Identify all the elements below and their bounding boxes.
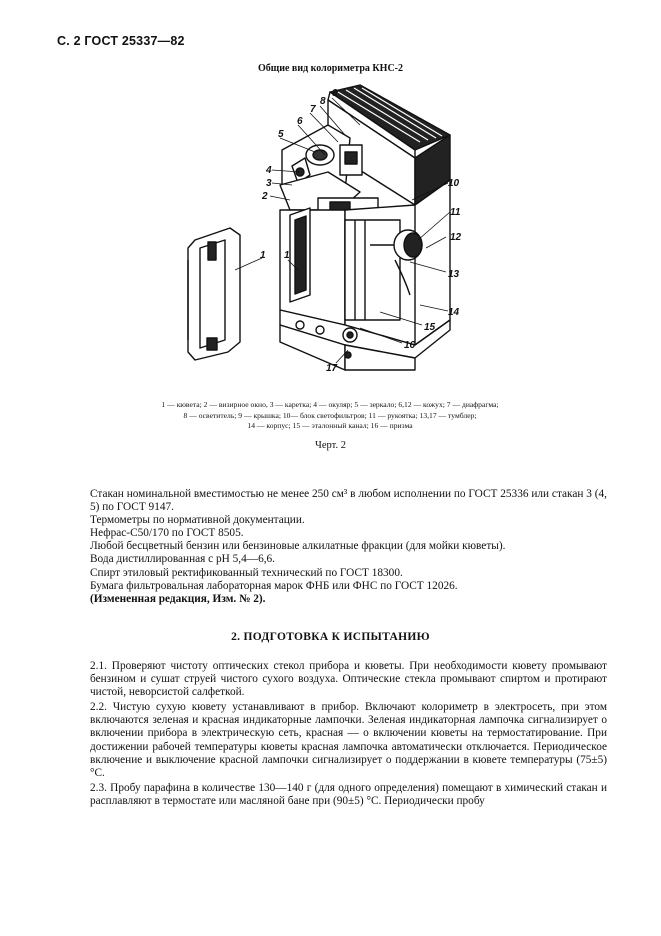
callout-17: 17 xyxy=(326,363,338,374)
page-header: С. 2 ГОСТ 25337—82 xyxy=(57,34,185,48)
callout-5: 5 xyxy=(278,129,284,140)
figure-title: Общие вид колориметра КНС-2 xyxy=(258,63,403,74)
equipment-item: Любой бесцветный бензин или бензиновые алкилатные фракции (для мойки кюветы). xyxy=(90,540,506,553)
callout-8: 8 xyxy=(320,96,326,107)
callout-3: 3 xyxy=(266,178,272,189)
callout-12: 12 xyxy=(450,232,462,243)
legend-line: 14 — корпус; 15 — эталонный канал; 16 — призма xyxy=(247,421,413,430)
equipment-item: Спирт этиловый ректификованный технический по ГОСТ 18300. xyxy=(90,566,403,579)
equipment-item: Нефрас-С50/170 по ГОСТ 8505. xyxy=(90,527,244,540)
callout-10: 10 xyxy=(448,178,460,189)
callout-2: 2 xyxy=(262,191,268,202)
section-body xyxy=(90,660,607,810)
paragraph-text: 2.3. Пробу парафина в количестве 130—140 г (для одного определения) помещают в химический стакан и расплавляют в термостате или масляной бане при (90±5) °С. Периодически пробу xyxy=(90,781,607,807)
callout-9: 9 xyxy=(332,88,338,99)
equipment-item: Бумага фильтровальная лабораторная марок ФНБ или ФНС по ГОСТ 12026. xyxy=(90,579,458,592)
callout-11: 11 xyxy=(450,207,461,218)
paragraph xyxy=(90,701,607,780)
figure-caption: Черт. 2 xyxy=(315,440,346,451)
section-title: 2. ПОДГОТОВКА К ИСПЫТАНИЮ xyxy=(231,631,430,643)
callout-1-cuvette: 1 xyxy=(284,250,290,261)
equipment-item: Термометры по нормативной документации. xyxy=(90,514,305,527)
callout-15: 15 xyxy=(424,322,436,333)
callout-13: 13 xyxy=(448,269,460,280)
colorimeter-drawing xyxy=(180,80,490,375)
legend-line: 8 — осветитель; 9 — крышка; 10— блок светофильтров; 11 — рукоятка; 13,17 — тумблер; xyxy=(183,410,477,420)
callout-7: 7 xyxy=(310,104,316,115)
equipment-item: Вода дистиллированная с pH 5,4—6,6. xyxy=(90,553,276,566)
callout-16: 16 xyxy=(404,340,416,351)
equipment-item: Стакан номинальной вместимостью не менее 250 см³ в любом исполнении по ГОСТ 25336 или стакан 3 (4, 5) по ГОСТ 9147. xyxy=(90,488,607,514)
figure-legend xyxy=(80,400,580,432)
paragraph xyxy=(90,660,607,699)
paragraph xyxy=(90,782,607,808)
callout-4: 4 xyxy=(266,165,272,176)
paragraph-text: 2.2. Чистую сухую кювету устанавливают в прибор. Включают колориметр в электросеть, при этом включаются зеленая и красная индикаторные лампочки. Зеленая индикаторная лампочка сигнализирует о включении прибора в электрическую сеть, красная — о включении кюветы на термостатирование. При достижении рабочей температуры кюветы красная лампочка автоматически отключается. Периодическое включение и выключение красной лампочки сигнализирует о поддержании в кювете температуры (75±5) °С. xyxy=(90,701,607,779)
callout-1: 1 xyxy=(260,250,266,261)
revision-note: (Измененная редакция, Изм. № 2). xyxy=(90,592,266,605)
colorimeter-svg xyxy=(180,80,490,375)
callout-6: 6 xyxy=(297,116,303,127)
equipment-list xyxy=(90,488,607,606)
paragraph-text: 2.1. Проверяют чистоту оптических стекол прибора и кюветы. При необходимости кювету промывают бензином и сушат струей чистого сухого воздуха. Оптические стекла промывают спиртом и протирают чистой, неворсистой салфеткой. xyxy=(90,660,607,699)
legend-line: 1 — кювета; 2 — визирное окно, 3 — каретка; 4 — окуляр; 5 — зеркало; 6,12 — кожух; 7 — диафрагма; xyxy=(161,400,499,409)
callout-14: 14 xyxy=(448,307,460,318)
